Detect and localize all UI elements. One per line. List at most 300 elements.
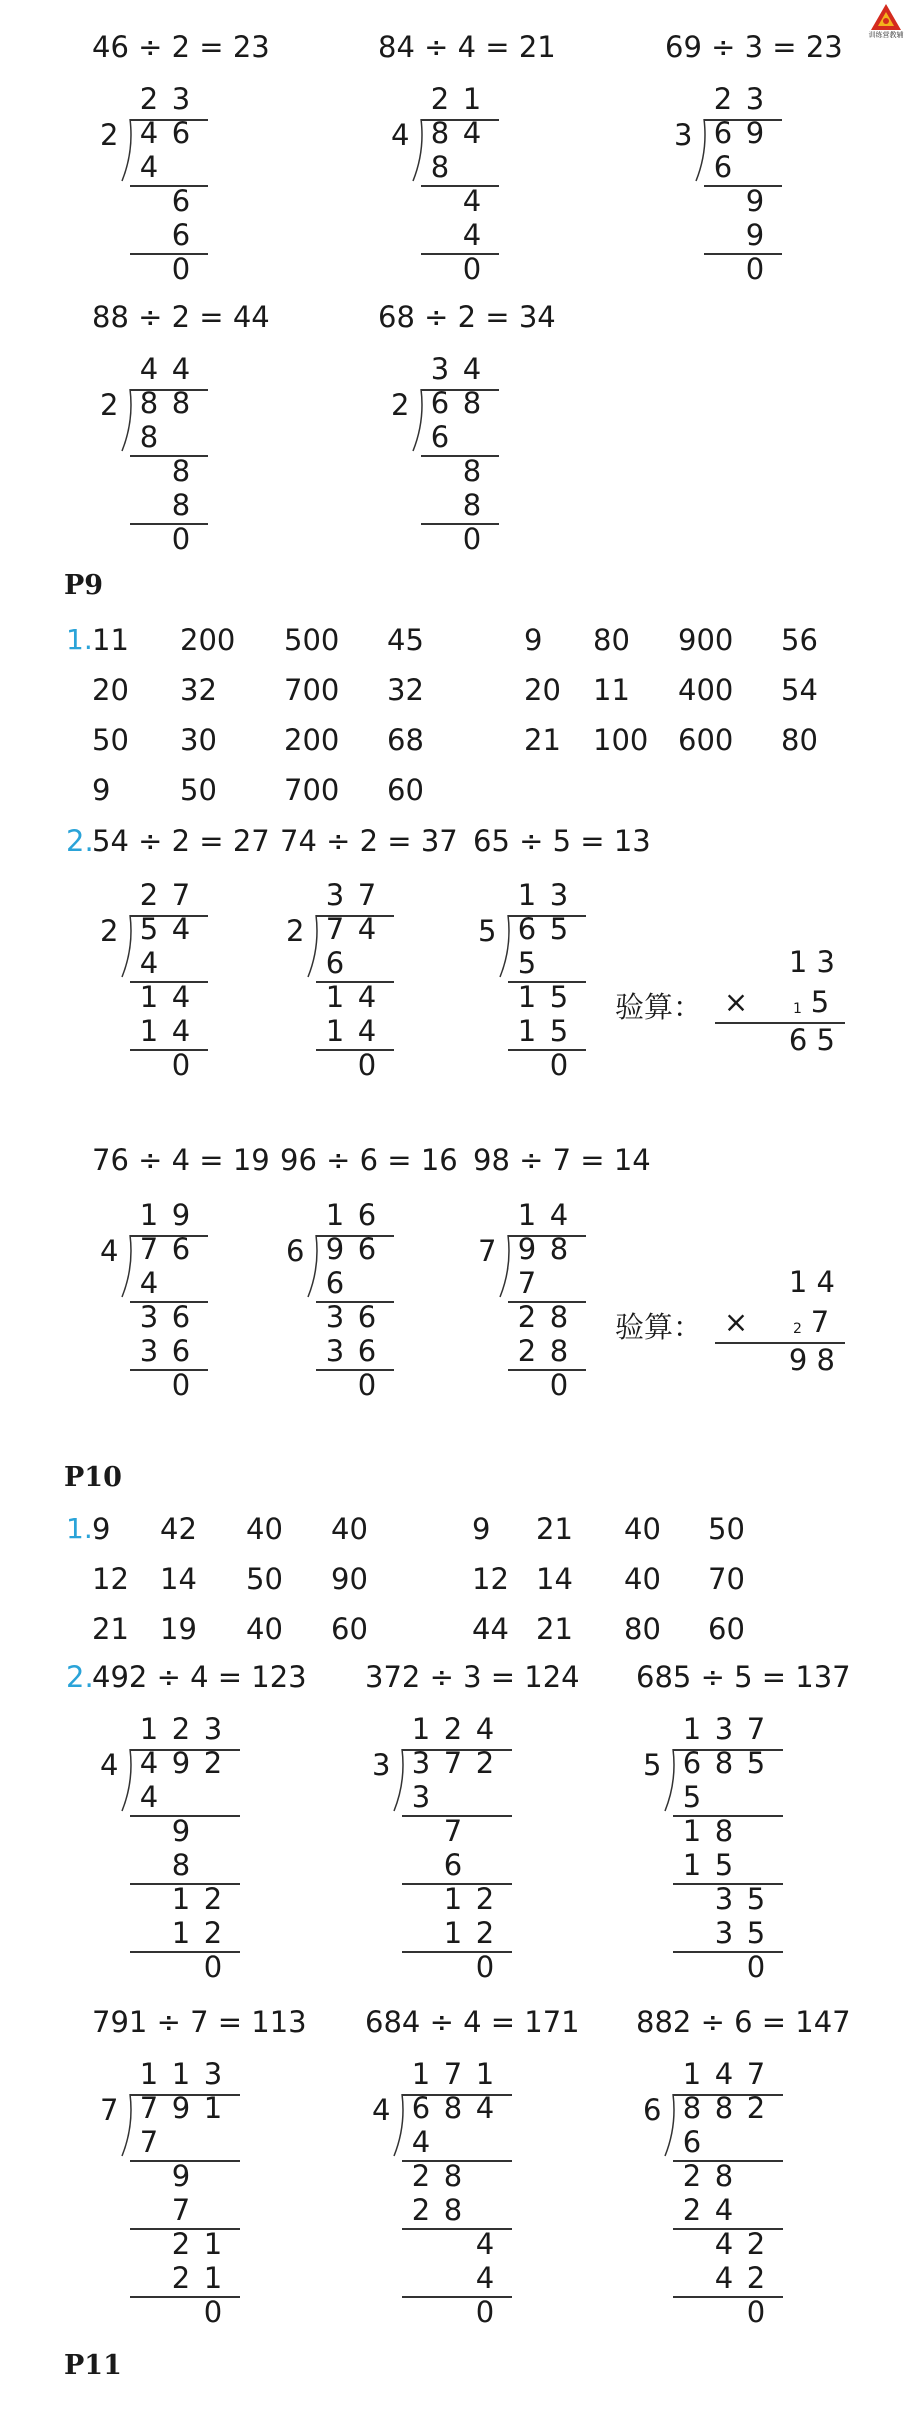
step-digit: 4 — [714, 2227, 734, 2261]
divisor: 7 — [100, 2093, 119, 2127]
step-digit: 9 — [745, 218, 765, 252]
quotient-digit: 4 — [462, 352, 482, 386]
answer-value: 19 — [160, 1612, 197, 1646]
quotient-digit: 4 — [714, 2057, 734, 2091]
quotient-digit: 1 — [325, 1198, 345, 1232]
step-digit: 7 — [171, 2193, 191, 2227]
step-digit: 2 — [475, 1882, 495, 1916]
step-digit: 2 — [517, 1334, 537, 1368]
divisor: 2 — [100, 118, 119, 152]
quotient-digit: 1 — [139, 2057, 159, 2091]
quotient-digit: 6 — [357, 1198, 377, 1232]
equation: 684 ÷ 4 = 171 — [365, 2005, 580, 2039]
divisor: 4 — [100, 1234, 119, 1268]
divisor: 4 — [391, 118, 410, 152]
dividend-digit: 8 — [682, 2091, 702, 2125]
dividend-digit: 9 — [171, 1746, 191, 1780]
section-heading-p11: P11 — [64, 2350, 122, 2381]
step-digit: 2 — [203, 1916, 223, 1950]
step-digit: 4 — [357, 980, 377, 1014]
answer-value: 56 — [781, 623, 818, 657]
divisor: 2 — [286, 914, 305, 948]
bracket-icon — [306, 1235, 320, 1299]
quotient-digit: 1 — [682, 1712, 702, 1746]
verification-label: 验算： — [615, 990, 703, 1024]
quotient-digit: 4 — [171, 352, 191, 386]
dividend-digit: 6 — [357, 1232, 377, 1266]
equation: 98 ÷ 7 = 14 — [473, 1143, 651, 1177]
step-digit: 6 — [357, 1300, 377, 1334]
verify-top-number: 1 4 — [788, 1265, 835, 1299]
step-digit: 1 — [203, 2261, 223, 2295]
step-digit: 8 — [443, 2193, 463, 2227]
divisor: 2 — [100, 914, 119, 948]
dividend-digit: 4 — [139, 116, 159, 150]
step-digit: 6 — [713, 150, 733, 184]
step-digit: 3 — [325, 1300, 345, 1334]
step-digit: 0 — [549, 1048, 569, 1082]
step-digit: 1 — [517, 1014, 537, 1048]
bracket-icon — [120, 119, 134, 183]
dividend-digit: 7 — [139, 1232, 159, 1266]
step-digit: 8 — [430, 150, 450, 184]
step-digit: 4 — [139, 1780, 159, 1814]
answer-value: 500 — [284, 623, 340, 657]
quotient-digit: 3 — [203, 2057, 223, 2091]
dividend-digit: 8 — [443, 2091, 463, 2125]
step-digit: 1 — [325, 980, 345, 1014]
quotient-digit: 7 — [443, 2057, 463, 2091]
step-digit: 8 — [549, 1334, 569, 1368]
answer-value: 900 — [678, 623, 734, 657]
carry-digit: 1 — [793, 1001, 802, 1017]
step-digit: 4 — [462, 184, 482, 218]
quotient-digit: 1 — [139, 1712, 159, 1746]
bracket-icon — [411, 389, 425, 453]
section-heading-p9: P9 — [64, 570, 104, 601]
step-digit: 1 — [517, 980, 537, 1014]
step-digit: 0 — [462, 522, 482, 556]
quotient-digit: 2 — [139, 878, 159, 912]
quotient-digit: 3 — [745, 82, 765, 116]
step-digit: 1 — [443, 1916, 463, 1950]
quotient-digit: 1 — [411, 1712, 431, 1746]
dividend-digit: 6 — [171, 116, 191, 150]
step-digit: 8 — [549, 1300, 569, 1334]
dividend-digit: 2 — [475, 1746, 495, 1780]
quotient-digit: 1 — [171, 2057, 191, 2091]
dividend-digit: 9 — [745, 116, 765, 150]
bracket-icon — [411, 119, 425, 183]
divisor: 5 — [478, 914, 497, 948]
answer-value: 42 — [160, 1512, 197, 1546]
equation: 372 ÷ 3 = 124 — [365, 1660, 580, 1694]
quotient-digit: 2 — [171, 1712, 191, 1746]
dividend-digit: 4 — [171, 912, 191, 946]
step-digit: 0 — [746, 1950, 766, 1984]
bracket-icon — [392, 1749, 406, 1813]
step-digit: 2 — [682, 2159, 702, 2193]
bracket-icon — [663, 1749, 677, 1813]
step-digit: 1 — [171, 1882, 191, 1916]
quotient-digit: 7 — [746, 2057, 766, 2091]
answer-value: 21 — [524, 723, 561, 757]
step-digit: 0 — [475, 2295, 495, 2329]
step-digit: 4 — [357, 1014, 377, 1048]
answer-value: 40 — [246, 1612, 283, 1646]
step-digit: 2 — [411, 2193, 431, 2227]
step-digit: 2 — [203, 1882, 223, 1916]
answer-value: 20 — [524, 673, 561, 707]
step-digit: 6 — [682, 2125, 702, 2159]
verify-result: 9 8 — [788, 1343, 835, 1377]
dividend-digit: 4 — [357, 912, 377, 946]
step-digit: 4 — [171, 1014, 191, 1048]
equation: 54 ÷ 2 = 27 — [92, 824, 270, 858]
quotient-digit: 3 — [325, 878, 345, 912]
step-digit: 1 — [682, 1848, 702, 1882]
answer-value: 9 — [524, 623, 543, 657]
equation: 96 ÷ 6 = 16 — [280, 1143, 458, 1177]
quotient-digit: 4 — [139, 352, 159, 386]
dividend-digit: 8 — [139, 386, 159, 420]
quotient-digit: 4 — [549, 1198, 569, 1232]
step-digit: 8 — [462, 488, 482, 522]
quotient-digit: 3 — [203, 1712, 223, 1746]
step-digit: 8 — [171, 454, 191, 488]
equation: 69 ÷ 3 = 23 — [665, 30, 843, 64]
quotient-digit: 1 — [411, 2057, 431, 2091]
divisor: 3 — [372, 1748, 391, 1782]
dividend-digit: 6 — [517, 912, 537, 946]
answer-value: 9 — [92, 1512, 111, 1546]
quotient-digit: 1 — [139, 1198, 159, 1232]
step-digit: 4 — [714, 2193, 734, 2227]
bracket-icon — [498, 1235, 512, 1299]
dividend-digit: 7 — [443, 1746, 463, 1780]
quotient-digit: 2 — [139, 82, 159, 116]
answer-value: 40 — [246, 1512, 283, 1546]
step-digit: 8 — [171, 488, 191, 522]
step-digit: 7 — [443, 1814, 463, 1848]
answer-value: 200 — [180, 623, 236, 657]
step-digit: 6 — [171, 218, 191, 252]
dividend-digit: 2 — [746, 2091, 766, 2125]
answer-value: 45 — [387, 623, 424, 657]
step-digit: 2 — [746, 2261, 766, 2295]
bracket-icon — [306, 915, 320, 979]
step-digit: 5 — [517, 946, 537, 980]
step-digit: 3 — [325, 1334, 345, 1368]
step-digit: 1 — [682, 1814, 702, 1848]
quotient-digit: 9 — [171, 1198, 191, 1232]
step-digit: 6 — [430, 420, 450, 454]
step-digit: 3 — [411, 1780, 431, 1814]
step-digit: 0 — [171, 1048, 191, 1082]
step-digit: 4 — [139, 946, 159, 980]
step-digit: 0 — [171, 252, 191, 286]
step-digit: 6 — [443, 1848, 463, 1882]
quotient-digit: 7 — [171, 878, 191, 912]
step-digit: 0 — [357, 1368, 377, 1402]
step-digit: 0 — [171, 1368, 191, 1402]
step-digit: 3 — [139, 1334, 159, 1368]
answer-value: 44 — [472, 1612, 509, 1646]
answer-value: 14 — [536, 1562, 573, 1596]
dividend-digit: 4 — [139, 1746, 159, 1780]
dividend-digit: 4 — [462, 116, 482, 150]
step-digit: 9 — [745, 184, 765, 218]
step-digit: 4 — [475, 2227, 495, 2261]
step-digit: 1 — [139, 980, 159, 1014]
dividend-digit: 4 — [475, 2091, 495, 2125]
step-digit: 0 — [171, 522, 191, 556]
quotient-digit: 3 — [430, 352, 450, 386]
quotient-digit: 7 — [746, 1712, 766, 1746]
quotient-digit: 4 — [475, 1712, 495, 1746]
answer-value: 12 — [472, 1562, 509, 1596]
answer-value: 80 — [624, 1612, 661, 1646]
dividend-digit: 5 — [139, 912, 159, 946]
step-digit: 5 — [549, 980, 569, 1014]
answer-value: 14 — [160, 1562, 197, 1596]
step-digit: 1 — [139, 1014, 159, 1048]
equation: 84 ÷ 4 = 21 — [378, 30, 556, 64]
dividend-digit: 6 — [411, 2091, 431, 2125]
quotient-digit: 1 — [475, 2057, 495, 2091]
quotient-digit: 2 — [713, 82, 733, 116]
step-digit: 2 — [517, 1300, 537, 1334]
dividend-digit: 1 — [203, 2091, 223, 2125]
answer-value: 9 — [472, 1512, 491, 1546]
step-digit: 9 — [171, 2159, 191, 2193]
quotient-digit: 1 — [462, 82, 482, 116]
answer-value: 40 — [624, 1562, 661, 1596]
step-digit: 1 — [325, 1014, 345, 1048]
divisor: 4 — [100, 1748, 119, 1782]
dividend-digit: 5 — [549, 912, 569, 946]
step-digit: 2 — [682, 2193, 702, 2227]
answer-value: 32 — [387, 673, 424, 707]
step-digit: 9 — [171, 1814, 191, 1848]
answer-value: 32 — [180, 673, 217, 707]
divisor: 2 — [100, 388, 119, 422]
step-digit: 8 — [714, 1814, 734, 1848]
answer-value: 54 — [781, 673, 818, 707]
step-digit: 4 — [171, 980, 191, 1014]
question-number: 2. — [66, 1660, 94, 1694]
answer-value: 400 — [678, 673, 734, 707]
verify-result: 6 5 — [788, 1023, 835, 1057]
question-number: 1. — [66, 623, 93, 656]
answer-value: 70 — [708, 1562, 745, 1596]
step-digit: 3 — [139, 1300, 159, 1334]
answer-value: 60 — [708, 1612, 745, 1646]
dividend-digit: 8 — [714, 2091, 734, 2125]
divisor: 5 — [643, 1748, 662, 1782]
dividend-digit: 6 — [713, 116, 733, 150]
step-digit: 5 — [682, 1780, 702, 1814]
step-digit: 1 — [443, 1882, 463, 1916]
step-digit: 7 — [517, 1266, 537, 1300]
bracket-icon — [120, 389, 134, 453]
step-digit: 0 — [745, 252, 765, 286]
dividend-digit: 3 — [411, 1746, 431, 1780]
dividend-digit: 6 — [171, 1232, 191, 1266]
question-number: 1. — [66, 1512, 93, 1545]
dividend-digit: 8 — [549, 1232, 569, 1266]
quotient-digit: 1 — [682, 2057, 702, 2091]
multiply-sign: × — [723, 1305, 749, 1339]
bracket-icon — [120, 1749, 134, 1813]
dividend-digit: 8 — [714, 1746, 734, 1780]
step-digit: 0 — [549, 1368, 569, 1402]
quotient-digit: 1 — [517, 878, 537, 912]
equation: 492 ÷ 4 = 123 — [92, 1660, 307, 1694]
step-digit: 4 — [462, 218, 482, 252]
logo-icon — [868, 2, 904, 40]
quotient-digit: 3 — [549, 878, 569, 912]
answer-value: 90 — [331, 1562, 368, 1596]
step-digit: 6 — [357, 1334, 377, 1368]
answer-value: 12 — [92, 1562, 129, 1596]
divisor: 6 — [643, 2093, 662, 2127]
equation: 68 ÷ 2 = 34 — [378, 300, 556, 334]
answer-value: 9 — [92, 773, 111, 807]
step-digit: 2 — [171, 2227, 191, 2261]
step-digit: 6 — [325, 1266, 345, 1300]
verify-top-number: 1 3 — [788, 945, 835, 979]
question-number: 2. — [66, 824, 94, 858]
equation: 882 ÷ 6 = 147 — [636, 2005, 851, 2039]
dividend-digit: 9 — [171, 2091, 191, 2125]
step-digit: 0 — [203, 1950, 223, 1984]
equation: 88 ÷ 2 = 44 — [92, 300, 270, 334]
answer-value: 700 — [284, 773, 340, 807]
step-digit: 5 — [549, 1014, 569, 1048]
quotient-digit: 2 — [430, 82, 450, 116]
quotient-digit: 1 — [517, 1198, 537, 1232]
bracket-icon — [663, 2094, 677, 2158]
bracket-icon — [120, 2094, 134, 2158]
quotient-digit: 3 — [714, 1712, 734, 1746]
answer-value: 11 — [593, 673, 630, 707]
dividend-digit: 8 — [430, 116, 450, 150]
step-digit: 1 — [203, 2227, 223, 2261]
step-digit: 4 — [714, 2261, 734, 2295]
equation: 791 ÷ 7 = 113 — [92, 2005, 307, 2039]
dividend-digit: 7 — [325, 912, 345, 946]
quotient-digit: 7 — [357, 878, 377, 912]
step-digit: 6 — [171, 184, 191, 218]
dividend-digit: 9 — [325, 1232, 345, 1266]
step-digit: 0 — [475, 1950, 495, 1984]
equation: 65 ÷ 5 = 13 — [473, 824, 651, 858]
step-digit: 5 — [714, 1848, 734, 1882]
equation: 46 ÷ 2 = 23 — [92, 30, 270, 64]
step-digit: 4 — [139, 1266, 159, 1300]
equation: 74 ÷ 2 = 37 — [280, 824, 458, 858]
multiplier-digit: 7 — [810, 1305, 830, 1339]
bracket-icon — [694, 119, 708, 183]
equation: 76 ÷ 4 = 19 — [92, 1143, 270, 1177]
dividend-digit: 8 — [462, 386, 482, 420]
divisor: 3 — [674, 118, 693, 152]
carry-digit: 2 — [793, 1321, 802, 1337]
step-digit: 0 — [746, 2295, 766, 2329]
answer-value: 21 — [92, 1612, 129, 1646]
quotient-digit: 2 — [443, 1712, 463, 1746]
answer-value: 50 — [180, 773, 217, 807]
step-digit: 5 — [746, 1916, 766, 1950]
dividend-digit: 8 — [171, 386, 191, 420]
step-digit: 2 — [746, 2227, 766, 2261]
step-digit: 2 — [411, 2159, 431, 2193]
step-digit: 6 — [171, 1334, 191, 1368]
step-digit: 6 — [325, 946, 345, 980]
bracket-icon — [120, 1235, 134, 1299]
answer-value: 600 — [678, 723, 734, 757]
quotient-digit: 3 — [171, 82, 191, 116]
divisor: 4 — [372, 2093, 391, 2127]
divisor: 6 — [286, 1234, 305, 1268]
step-digit: 8 — [139, 420, 159, 454]
dividend-digit: 6 — [430, 386, 450, 420]
step-digit: 4 — [139, 150, 159, 184]
step-digit: 6 — [171, 1300, 191, 1334]
step-digit: 5 — [746, 1882, 766, 1916]
answer-value: 21 — [536, 1612, 573, 1646]
answer-value: 50 — [92, 723, 129, 757]
logo-text: 训练营教辅 — [868, 31, 904, 39]
answer-value: 11 — [92, 623, 129, 657]
answer-value: 40 — [331, 1512, 368, 1546]
dividend-digit: 7 — [139, 2091, 159, 2125]
step-digit: 8 — [462, 454, 482, 488]
step-digit: 0 — [203, 2295, 223, 2329]
step-digit: 1 — [171, 1916, 191, 1950]
step-digit: 7 — [139, 2125, 159, 2159]
answer-value: 30 — [180, 723, 217, 757]
answer-value: 100 — [593, 723, 649, 757]
multiply-sign: × — [723, 985, 749, 1019]
equation: 685 ÷ 5 = 137 — [636, 1660, 851, 1694]
answer-value: 60 — [387, 773, 424, 807]
divisor: 7 — [478, 1234, 497, 1268]
section-heading-p10: P10 — [64, 1462, 122, 1493]
multiplier-digit: 5 — [810, 985, 830, 1019]
answer-value: 60 — [331, 1612, 368, 1646]
step-digit: 3 — [714, 1882, 734, 1916]
answer-value: 20 — [92, 673, 129, 707]
bracket-icon — [120, 915, 134, 979]
dividend-digit: 5 — [746, 1746, 766, 1780]
answer-value: 50 — [708, 1512, 745, 1546]
step-digit: 4 — [411, 2125, 431, 2159]
step-digit: 8 — [443, 2159, 463, 2193]
step-digit: 0 — [357, 1048, 377, 1082]
step-digit: 0 — [462, 252, 482, 286]
answer-value: 68 — [387, 723, 424, 757]
step-digit: 4 — [475, 2261, 495, 2295]
divisor: 2 — [391, 388, 410, 422]
step-digit: 3 — [714, 1916, 734, 1950]
answer-value: 200 — [284, 723, 340, 757]
answer-value: 21 — [536, 1512, 573, 1546]
answer-value: 40 — [624, 1512, 661, 1546]
step-digit: 2 — [171, 2261, 191, 2295]
answer-value: 700 — [284, 673, 340, 707]
